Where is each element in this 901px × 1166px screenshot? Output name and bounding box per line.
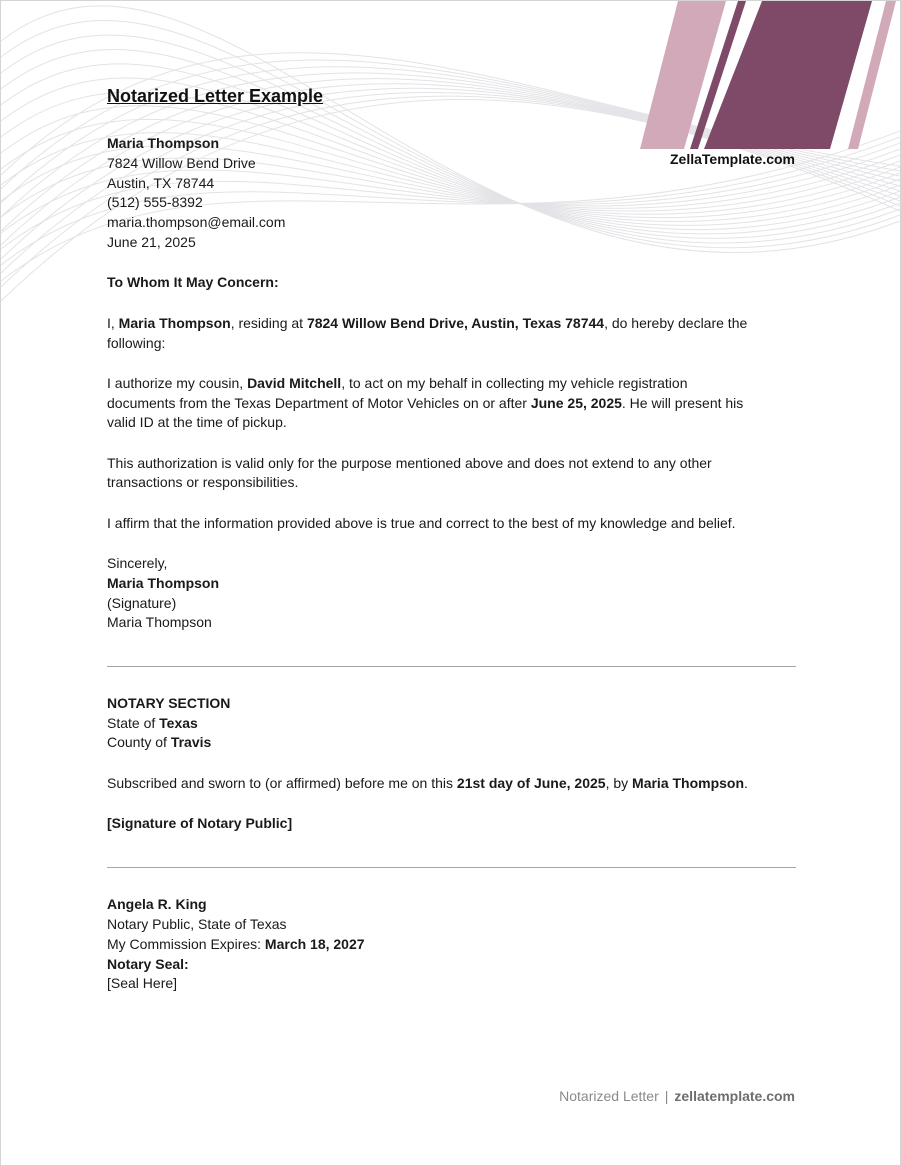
valediction: Sincerely, — [107, 555, 168, 571]
closing-name: Maria Thompson — [107, 575, 220, 591]
salutation: To Whom It May Concern: — [107, 274, 279, 290]
seal-label: Notary Seal: — [107, 956, 189, 972]
paragraph-1-line-1: I, Maria Thompson, residing at 7824 Willow Bend Drive, Austin, Texas 78744, do hereby declare the — [107, 315, 748, 331]
sender-name: Maria Thompson — [107, 135, 220, 151]
printed-name: Maria Thompson — [107, 614, 212, 630]
footer-doc-name: Notarized Letter — [559, 1088, 659, 1104]
divider-2 — [107, 867, 796, 868]
divider-1 — [107, 666, 796, 667]
notary-signature-placeholder: [Signature of Notary Public] — [107, 815, 293, 831]
paragraph-3-line-2: transactions or responsibilities. — [107, 474, 299, 490]
sender-address: 7824 Willow Bend Drive — [107, 155, 256, 171]
footer-separator: | — [664, 1088, 669, 1104]
brand-name: ZellaTemplate.com — [670, 151, 796, 167]
declarant-name: Maria Thompson — [118, 315, 231, 331]
paragraph-2-line-3: valid ID at the time of pickup. — [107, 414, 287, 430]
notary-county: County of Travis — [107, 734, 212, 750]
sender-city: Austin, TX 78744 — [107, 175, 215, 191]
pickup-date: June 25, 2025 — [530, 395, 622, 411]
commission-expiry: My Commission Expires: March 18, 2027 — [107, 936, 365, 952]
commission-date: March 18, 2027 — [264, 936, 365, 952]
sworn-date: 21st day of June, 2025 — [456, 775, 606, 791]
sworn-name: Maria Thompson — [632, 775, 745, 791]
sender-phone: (512) 555-8392 — [107, 194, 203, 210]
seal-placeholder: [Seal Here] — [107, 975, 178, 991]
authorized-person: David Mitchell — [247, 375, 342, 391]
declarant-address: 7824 Willow Bend Drive, Austin, Texas 78744 — [306, 315, 605, 331]
paragraph-2-line-2: documents from the Texas Department of Motor Vehicles on or after June 25, 2025. He will present his — [107, 395, 744, 411]
paragraph-2-line-1: I authorize my cousin, David Mitchell, to act on my behalf in collecting my vehicle registration — [107, 375, 688, 391]
notary-heading: NOTARY SECTION — [107, 695, 231, 711]
signature-placeholder: (Signature) — [107, 595, 177, 611]
decor-stripe-main — [704, 1, 872, 149]
paragraph-4: I affirm that the information provided above is true and correct to the best of my knowledge and belief. — [107, 515, 736, 531]
notary-title: Notary Public, State of Texas — [107, 916, 287, 932]
header-decoration — [640, 1, 900, 151]
notary-name: Angela R. King — [107, 896, 207, 912]
paragraph-3-line-1: This authorization is valid only for the purpose mentioned above and does not extend to any other — [107, 455, 712, 471]
page-footer — [559, 1088, 795, 1104]
document-title: Notarized Letter Example — [107, 86, 324, 106]
footer-site: zellatemplate.com — [674, 1088, 795, 1104]
paragraph-1-line-2: following: — [107, 335, 166, 351]
sender-email: maria.thompson@email.com — [107, 214, 286, 230]
notary-state: State of Texas — [107, 715, 198, 731]
sworn-statement: Subscribed and sworn to (or affirmed) before me on this 21st day of June, 2025, by Maria Thompson. — [107, 775, 748, 791]
letter-date: June 21, 2025 — [107, 234, 196, 250]
